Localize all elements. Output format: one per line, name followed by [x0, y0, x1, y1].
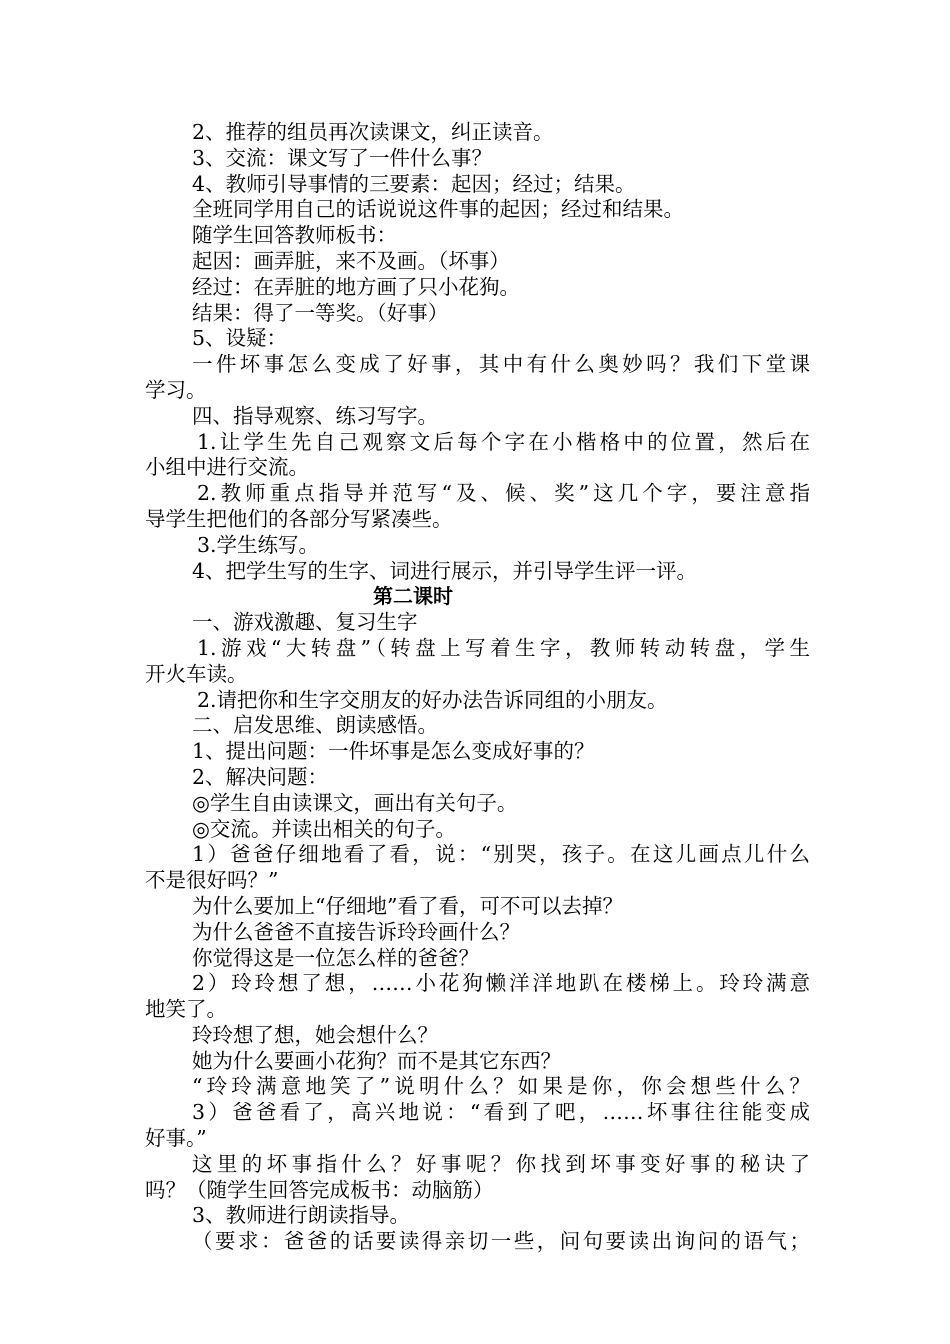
text-line: 地笑了。: [145, 997, 227, 1022]
text-line: 这里的坏事指什么？好事呢？你找到坏事变好事的秘诀了: [192, 1151, 810, 1176]
text-line: 1、提出问题：一件坏事是怎么变成好事的？: [192, 739, 595, 764]
text-line: 她为什么要画小花狗？而不是其它东西？: [192, 1048, 561, 1073]
text-line: 玲玲想了想，她会想什么？: [192, 1022, 438, 1047]
text-line: 四、指导观察、练习写字。: [192, 403, 438, 428]
text-line: 1.让学生先自己观察文后每个字在小楷格中的位置，然后在: [197, 429, 810, 454]
text-line: 经过：在弄脏的地方画了只小花狗。: [192, 274, 520, 299]
text-line: 随学生回答教师板书：: [192, 223, 397, 248]
text-line: 好事。”: [145, 1126, 207, 1151]
text-line: 为什么爸爸不直接告诉玲玲画什么？: [192, 919, 520, 944]
text-line: 为什么要加上“仔细地”看了看，可不可以去掉？: [192, 893, 623, 918]
text-line: 5、设疑：: [192, 326, 288, 351]
text-line: 3）爸爸看了，高兴地说：“看到了吧，……坏事往往能变成: [192, 1100, 810, 1125]
text-line: 不是很好吗？”: [145, 868, 279, 893]
text-line: （要求：爸爸的话要读得亲切一些，问句要读出询问的语气；: [192, 1229, 810, 1254]
section-heading: 第二课时: [373, 584, 453, 609]
text-line: 3、教师进行朗读指导。: [192, 1203, 411, 1228]
text-line: 导学生把他们的各部分写紧凑些。: [145, 506, 453, 531]
text-line: 起因：画弄脏，来不及画。（坏事）: [192, 248, 510, 273]
text-line: 小组中进行交流。: [145, 455, 309, 480]
text-line: 1.游戏“大转盘”（转盘上写着生字，教师转动转盘，学生: [197, 635, 810, 660]
text-line: 二、启发思维、朗读感悟。: [192, 713, 438, 738]
text-line: 4、把学生写的生字、词进行展示，并引导学生评一评。: [192, 558, 698, 583]
text-line: 2）玲玲想了想，……小花狗懒洋洋地趴在楼梯上。玲玲满意: [192, 971, 810, 996]
text-line: 你觉得这是一位怎么样的爸爸？: [192, 945, 479, 970]
text-line: 2.请把你和生字交朋友的好办法告诉同组的小朋友。: [197, 687, 668, 712]
text-line: 2、推荐的组员再次读课文，纠正读音。: [192, 120, 554, 144]
text-line: 2.教师重点指导并范写“及、候、奖”这几个字，要注意指: [197, 481, 810, 506]
text-line: ◎学生自由读课文，画出有关句子。: [192, 790, 518, 815]
document-body: [145, 120, 810, 1255]
text-line: 结果：得了一等奖。（好事）: [192, 300, 449, 325]
text-line: 全班同学用自己的话说说这件事的起因；经过和结果。: [192, 197, 684, 222]
text-line: 一、游戏激趣、复习生字: [192, 610, 418, 635]
text-line: 3、交流：课文写了一件什么事？: [192, 145, 493, 170]
text-line: 一件坏事怎么变成了好事，其中有什么奥妙吗？我们下堂课: [192, 352, 810, 377]
text-line: 2、解决问题：: [192, 764, 329, 789]
text-line: 吗？（随学生回答完成板书：动脑筋）: [145, 1177, 494, 1202]
text-line: 4、教师引导事情的三要素：起因；经过；结果。: [192, 171, 636, 196]
text-line: 1）爸爸仔细地看了看，说：“别哭，孩子。在这儿画点儿什么: [192, 842, 810, 867]
text-line: 3.学生练写。: [197, 532, 320, 557]
text-line: 开火车读。: [145, 661, 248, 686]
text-line: ◎交流。并读出相关的句子。: [192, 816, 456, 841]
text-line: “玲玲满意地笑了”说明什么？如果是你，你会想些什么？: [192, 1074, 810, 1099]
text-line: 学习。: [145, 377, 207, 402]
